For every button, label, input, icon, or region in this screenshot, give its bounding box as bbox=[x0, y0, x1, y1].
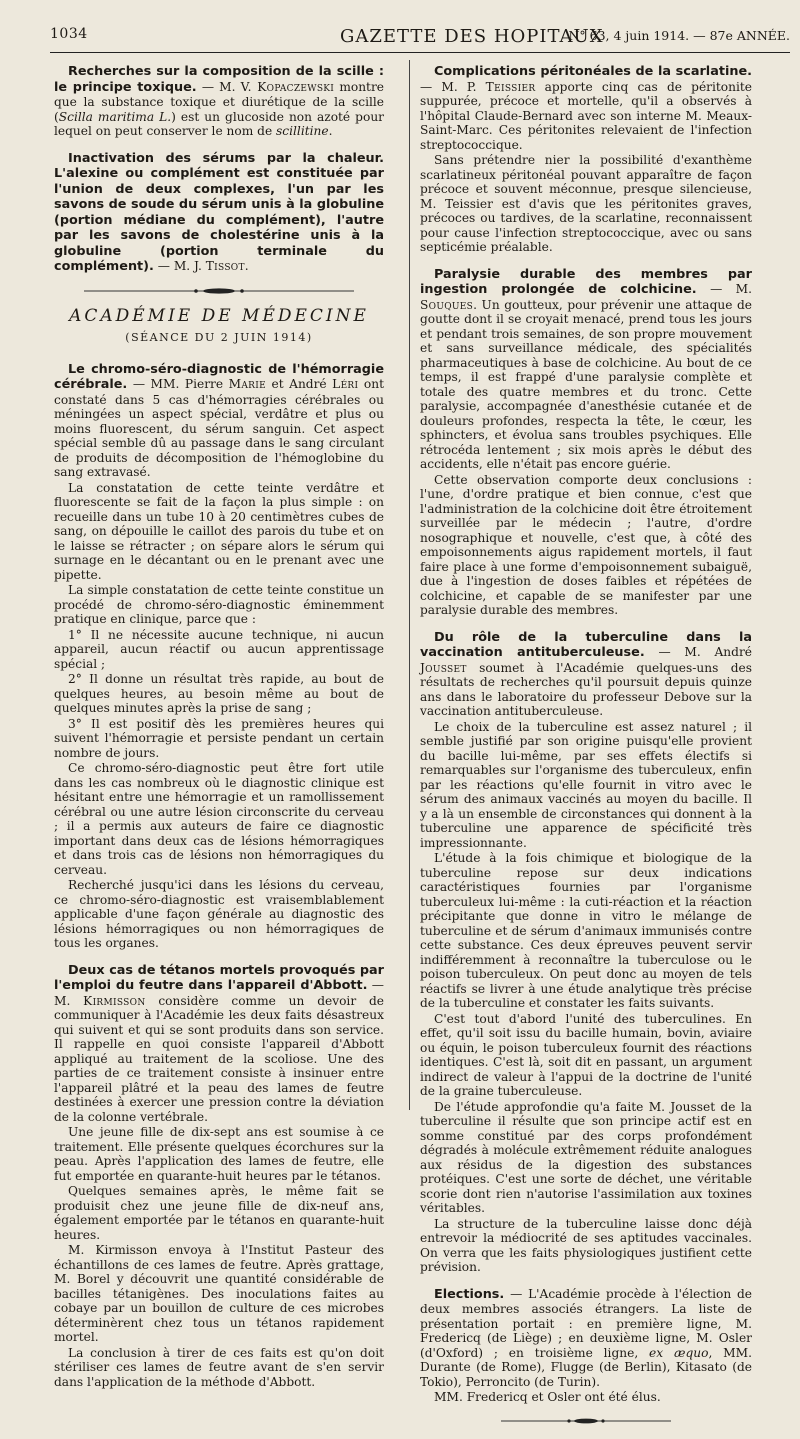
article-paragraph bbox=[54, 963, 384, 1125]
text: considère comme un devoir de communiquer à l'Académie les deux faits désastreux qui suivent et qui se sont produits dans son service. Il rappelle en quoi consiste l'appareil d'Abbott appliqué au traitement de la scoliose. Une des parties de ce traitement consiste à insinuer entre l'appareil plâtré et la peau des lames de feutre destinées à exercer une pression contre la déviation de la colonne vertébrale. bbox=[54, 993, 384, 1124]
text: — L'Académie procède à l'élection de deux membres associés étrangers. La liste de présentation portait : en première ligne, M. Fredericq (de Liège) ; en deuxième ligne, M. Osler (d'Oxford) ; en troisième ligne, bbox=[420, 1286, 752, 1360]
article-paragraph: Une jeune fille de dix-sept ans est soumise à ce traitement. Elle présente quelques écorchures sur la peau. Après l'application des lames de feutre, elle fut emportée en quarante-huit heures par le tétanos. bbox=[54, 1125, 384, 1183]
text: , MM. Durante (de Rome), Flugge (de Berlin), Kitasato (de Tokio), Perroncito (de Turin). bbox=[420, 1345, 752, 1389]
text: et André bbox=[265, 377, 333, 391]
article-paragraph: C'est tout d'abord l'unité des tuberculines. En effet, qu'il soit issu du bacille humain, bovin, aviaire ou équin, le poison tuberculeux fournit des réactions identiques. C'est là, soit dit en passant, un argument indirect de valeur à l'appui de la doctrine de l'unité de la graine tuberculeuse. bbox=[420, 1011, 752, 1098]
list-item: 1° Il ne nécessite aucune technique, ni aucun appareil, aucun réactif ou aucun apprentissage spécial ; bbox=[54, 627, 384, 671]
article-title: Le chromo-séro-diagnostic de l'hémorragie cérébrale. bbox=[54, 361, 384, 392]
session-date: (SÉANCE DU 2 JUIN 1914) bbox=[125, 331, 313, 344]
latin-name: scillitine bbox=[276, 124, 329, 138]
text: — M. bbox=[196, 79, 241, 94]
article-title: Paralysie durable des membres par ingestion prolongée de colchicine. bbox=[420, 266, 752, 297]
journal-title: GAZETTE DES HOPITAUX bbox=[340, 26, 604, 47]
article-paragraph bbox=[420, 267, 752, 472]
text: apporte cinq cas de péritonite suppurée, précoce et mortelle, qu'il a observés à l'hôpital Claude-Bernard avec son interne M. Meaux-Saint-Marc. Ces péritonites relevaient de l'infection streptococcique. bbox=[420, 79, 752, 152]
article-elections bbox=[420, 1287, 752, 1405]
text: soumet à l'Académie quelques-uns des résultats de recherches qu'il poursuit depuis quinze ans dans le laboratoire du professeur Debove sur la vaccination antituberculeuse. bbox=[420, 660, 752, 718]
article-paragraph: De l'étude approfondie qu'a faite M. Jousset de la tuberculine il résulte que son principe actif est en somme constitué par des corps profondément dégradés à molécule extrêmement réduite analogues aux résidus de la digestion des substances protéiques. C'est une sorte de déchet, une véritable scorie dont rien n'autorise l'assimilation aux toxines véritables. bbox=[420, 1099, 752, 1215]
text: — M. P. bbox=[420, 79, 486, 94]
article-paragraph: M. Kirmisson envoya à l'Institut Pasteur des échantillons de ces lames de feutre. Après grattage, M. Borel y découvrit une quantité considérable de bacilles tétanigènes. Des inoculations faites au cobaye par un bouillon de culture de ces microbes déterminèrent chez tous un tétanos rapidement mortel. bbox=[54, 1243, 384, 1344]
ornament-divider bbox=[54, 287, 384, 295]
article-scarlatine bbox=[420, 64, 752, 255]
article-paragraph: Ce chromo-séro-diagnostic peut être fort utile dans les cas nombreux où le diagnostic clinique est hésitant entre une hémorragie et un ramollissement cérébral ou une autre lésion circonscrite du cerveau ; il a permis aux auteurs de faire ce diagnostic important dans deux cas de lésions hémorragiques et dans trois cas de lésions non hémorragiques du cerveau. bbox=[54, 761, 384, 877]
section-title: ACADÉMIE DE MÉDECINE bbox=[69, 305, 369, 326]
article-paragraph: La simple constatation de cette teinte constitue un procédé de chromo-séro-diagnostic éminemment pratique en clinique, parce que : bbox=[54, 583, 384, 626]
text: ) est un glucoside non azoté pour lequel on peut conserver le nom de bbox=[54, 109, 384, 138]
article-paragraph: La constatation de cette teinte verdâtre et fluorescente se fait de la façon la plus simple : on recueille dans un tube 10 à 20 centimètres cubes de sang, on dépouille le caillot des parois du tube et on le laisse se rétracter ; on sépare alors le sérum qui surnage en le décantant ou en le prenant avec une pipette. bbox=[54, 480, 384, 582]
article-title: Inactivation des sérums par la chaleur. L'alexine ou complément est constituée par l'union de deux complexes, l'un par les savons de soude du sérum unis à la globuline (portion médiane du complément), l'autre par les savons de cholestérine unis à la globuline (portion terminale du complément). bbox=[54, 150, 384, 274]
text: ont constaté dans 5 cas d'hémorragies cérébrales ou méningées un aspect spécial, verdâtre et plus ou moins fluorescent, du sérum sanguin. Cet aspect spécial semble dû au passage dans le sang circulant de produits de décomposition de l'hémoglobine du sang extravasé. bbox=[54, 377, 384, 479]
text: — M. J. bbox=[153, 259, 206, 273]
text: — M. bbox=[696, 282, 752, 296]
article-paragraph: L'étude à la fois chimique et biologique de la tuberculine repose sur deux indications caractéristiques fournies par l'organisme tuberculeux lui-même : la cuti-réaction et la réaction précipitante que donne in vitro le mélange de tuberculine et de sérum d'animaux immunisés contre cette substance. Ces deux épreuves peuvent servir indifféremment à reconnaître la tuberculose ou le poison tuberculeux. On peut donc au moyen de tels réactifs se livrer à une étude analytique très précise de la tuberculine et constater les faits suivants. bbox=[420, 851, 752, 1010]
issue-info: N° 63, 4 juin 1914. — 87e ANNÉE. bbox=[568, 28, 790, 43]
article-paralysie bbox=[420, 267, 752, 618]
page-number: 1034 bbox=[50, 26, 88, 42]
text: — M. bbox=[54, 978, 384, 1008]
author-name: Léri bbox=[332, 377, 359, 391]
article-tuberculine bbox=[420, 630, 752, 1275]
article-paragraph: Le choix de la tuberculine est assez naturel ; il semble justifié par son origine puisqu'elle provient du bacille lui-même, par ses effets électifs si remarquables sur l'organisme des tuberculeux, enfin par les réactions qu'elle fournit in vitro avec le sérum des animaux vaccinés au moyen du bacille. Il y a là un ensemble de circonstances qui donnent à la tuberculine une apparence de spécificité très impressionnante. bbox=[420, 719, 752, 850]
article-scille bbox=[54, 64, 384, 139]
running-header bbox=[50, 26, 790, 50]
right-column bbox=[420, 64, 752, 1439]
article-paragraph bbox=[54, 362, 384, 480]
text: — MM. Pierre bbox=[127, 377, 229, 391]
article-paragraph: Sans prétendre nier la possibilité d'exanthème scarlatineux péritonéal pouvant apparaître de façon précoce et souvent méconnue, presque silencieuse, M. Teissier est d'avis que les péritonites graves, précoces ou tardives, de la scarlatine, reconnaissent pour cause l'infection streptococcique, avec ou sans septicémie préalable. bbox=[420, 153, 752, 254]
article-paragraph: Recherché jusqu'ici dans les lésions du cerveau, ce chromo-séro-diagnostic est vraisemblablement applicable d'une façon générale au diagnostic des lésions hémorragiques ou non hémorragiques de tous les organes. bbox=[54, 878, 384, 950]
list-item: 3° Il est positif dès les premières heures qui suivent l'hémorragie et persiste pendant un certain nombre de jours. bbox=[54, 716, 384, 760]
author-name: Souques bbox=[420, 297, 474, 312]
text: . bbox=[328, 124, 333, 138]
author-name: Kirmisson bbox=[83, 993, 146, 1008]
author-name: Marie bbox=[228, 377, 266, 391]
author-name: V. Kopaczewski bbox=[240, 79, 335, 94]
article-paragraph bbox=[420, 1287, 752, 1390]
column-divider bbox=[409, 60, 410, 1110]
author-name: Teissier bbox=[485, 79, 536, 94]
list-item: 2° Il donne un résultat très rapide, au bout de quelques heures, au besoin même au bout de quelques minutes après la prise de sang ; bbox=[54, 672, 384, 715]
article-title: Du rôle de la tuberculine dans la vaccination antituberculeuse. bbox=[420, 629, 752, 660]
text: — M. André bbox=[644, 645, 752, 659]
article-paragraph bbox=[420, 64, 752, 152]
article-title: Deux cas de tétanos mortels provoqués par l'emploi du feutre dans l'appareil d'Abbott. bbox=[54, 962, 384, 993]
article-tetanos bbox=[54, 963, 384, 1390]
text: . bbox=[244, 259, 249, 273]
article-paragraph bbox=[54, 151, 384, 275]
article-chromo bbox=[54, 362, 384, 951]
text: montre que la substance toxique et diurétique de la scille ( bbox=[54, 79, 384, 124]
article-paragraph: La structure de la tuberculine laisse donc déjà entrevoir la médiocrité de ses aptitudes vaccinales. On verra que les faits physiologiques justifient cette prévision. bbox=[420, 1216, 752, 1274]
article-paragraph: Quelques semaines après, le même fait se produisit chez une jeune fille de dix-neuf ans, également emportée par le tétanos en quarante-huit heures. bbox=[54, 1184, 384, 1242]
article-paragraph: Cette observation comporte deux conclusions : l'une, d'ordre pratique et bien connue, c'est que l'administration de la colchicine doit être étroitement surveillée par le médecin ; l'autre, d'ordre nosographique et nouvelle, c'est que, à côté des empoisonnements aigus rapidement mortels, il faut faire place à une forme d'empoisonnement subaiguë, due à l'ingestion de doses faibles et répétées de colchicine, et capable de se manifester par une paralysie durable des membres. bbox=[420, 472, 752, 617]
article-paragraph bbox=[54, 64, 384, 139]
article-title: Recherches sur la composition de la scille : le principe toxique. bbox=[54, 64, 384, 95]
article-paragraph bbox=[420, 630, 752, 719]
article-paragraph: La conclusion à tirer de ces faits est qu'on doit stériliser ces lames de feutre avant de s'en servir dans l'application de la méthode d'Abbott. bbox=[54, 1345, 384, 1389]
article-serums bbox=[54, 151, 384, 275]
author-name: Tissot bbox=[205, 259, 245, 273]
article-paragraph: MM. Fredericq et Osler ont été élus. bbox=[434, 1390, 661, 1404]
text: . Un goutteux, pour prévenir une attaque de goutte dont il se croyait menacé, prend tous les jours et pendant trois semaines, de son propre mouvement et sans surveillance médicale, des spécialités pharmaceutiques à base de colchicine. Au bout de ce temps, il est frappé d'une paralysie complète et totale des quatre membres et du tronc. Cette paralysie, accompagnée d'anesthésie cutanée et de douleurs profondes, respecta la tête, le cœur, les sphincters, et évolua sans troubles psychiques. Elle rétrocéda lentement ; six mois après le début des accidents, elle n'était pas encore guérie. bbox=[420, 297, 752, 471]
latin-phrase: ex æquo bbox=[649, 1345, 709, 1360]
ornament-divider bbox=[420, 1417, 752, 1425]
latin-name: Scilla maritima L. bbox=[58, 109, 172, 124]
article-title: Complications péritonéales de la scarlatine. bbox=[434, 64, 752, 79]
article-title: Elections. bbox=[434, 1286, 505, 1302]
left-column bbox=[54, 64, 384, 1401]
header-rule bbox=[50, 52, 790, 53]
author-name: Jousset bbox=[420, 660, 467, 675]
